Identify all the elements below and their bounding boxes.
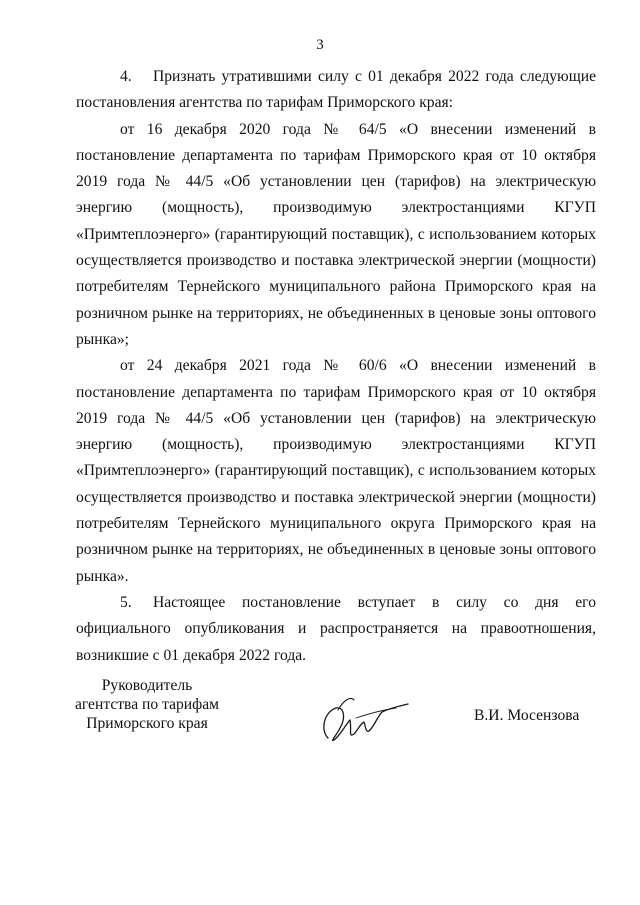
paragraph-text: Признать утратившими силу с 01 декабря 2022 года следующие постановления агентства по тарифам Приморского края: bbox=[76, 68, 596, 112]
paragraph-text: от 24 декабря 2021 года № 60/6 «О внесении изменений в постановление департамента по тарифам Приморского края от 10 октября 2019 года № 44/5 «Об установлении цен (тарифов) на электрическую энергию (мощность), производимую электростанциями КГУП «Примтеплоэнерго» (гарантирующий поставщик), с использованием которых осуществляется производство и поставка электрической энергии (мощности) потребителям Тернейского муниципального округа Приморского края на розничном рынке на территориях, не объединенных в ценовые зоны оптового рынка». bbox=[76, 357, 596, 585]
signature-block bbox=[62, 676, 602, 756]
signatory-title-line: Руководитель bbox=[101, 677, 193, 694]
paragraph-text: от 16 декабря 2020 года № 64/5 «О внесении изменений в постановление департамента по тарифам Приморского края от 10 октября 2019 года № 44/5 «Об установлении цен (тарифов) на электрическую энергию (мощность), производимую электростанциями КГУП «Примтеплоэнерго» (гарантирующий поставщик), с использованием которых осуществляется производство и поставка электрической энергии (мощности) потребителям Тернейского муниципального района Приморского края на розничном рынке на территориях, не объединенных в ценовые зоны оптового рынка»; bbox=[76, 120, 596, 348]
paragraph-item-4 bbox=[76, 64, 596, 117]
paragraph-text: Настоящее постановление вступает в силу со дня его официального опубликования и распространяется на правоотношения, возникшие с 01 декабря 2022 года. bbox=[76, 593, 596, 664]
paragraph-number: 5. bbox=[120, 593, 132, 611]
signatory-title-line: Приморского края bbox=[86, 715, 208, 732]
paragraph-item-5 bbox=[76, 590, 596, 669]
signatory-name: В.И. Мосензова bbox=[474, 707, 580, 724]
paragraph-resolution-60-6 bbox=[76, 353, 596, 590]
paragraph-resolution-64-5 bbox=[76, 117, 596, 354]
handwritten-signature bbox=[310, 690, 410, 750]
paragraph-number: 4. bbox=[120, 68, 132, 85]
signatory-title bbox=[62, 676, 232, 733]
signatory-title-line: агентства по тарифам bbox=[74, 696, 220, 713]
page-number: 3 bbox=[316, 37, 324, 53]
document-body bbox=[76, 64, 596, 669]
